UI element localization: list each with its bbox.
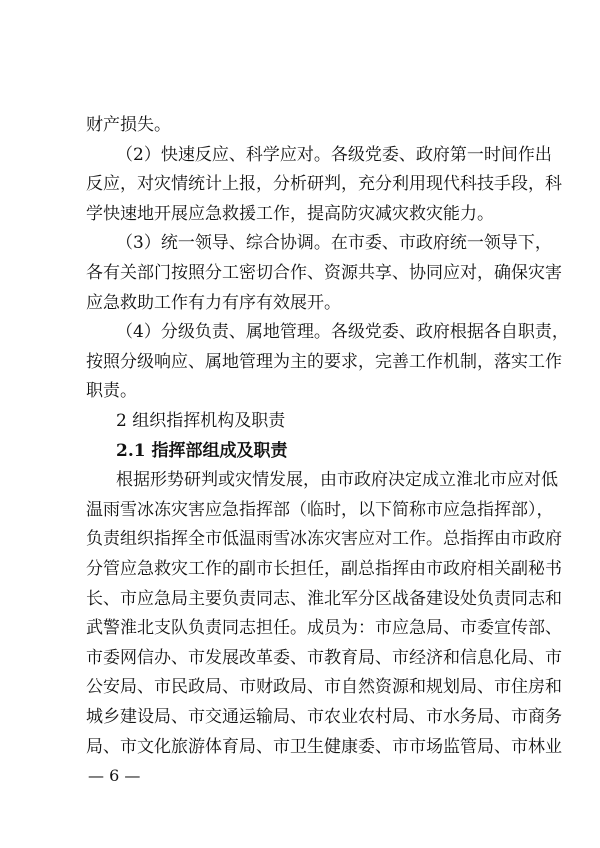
page-number: — 6 —: [88, 766, 141, 785]
